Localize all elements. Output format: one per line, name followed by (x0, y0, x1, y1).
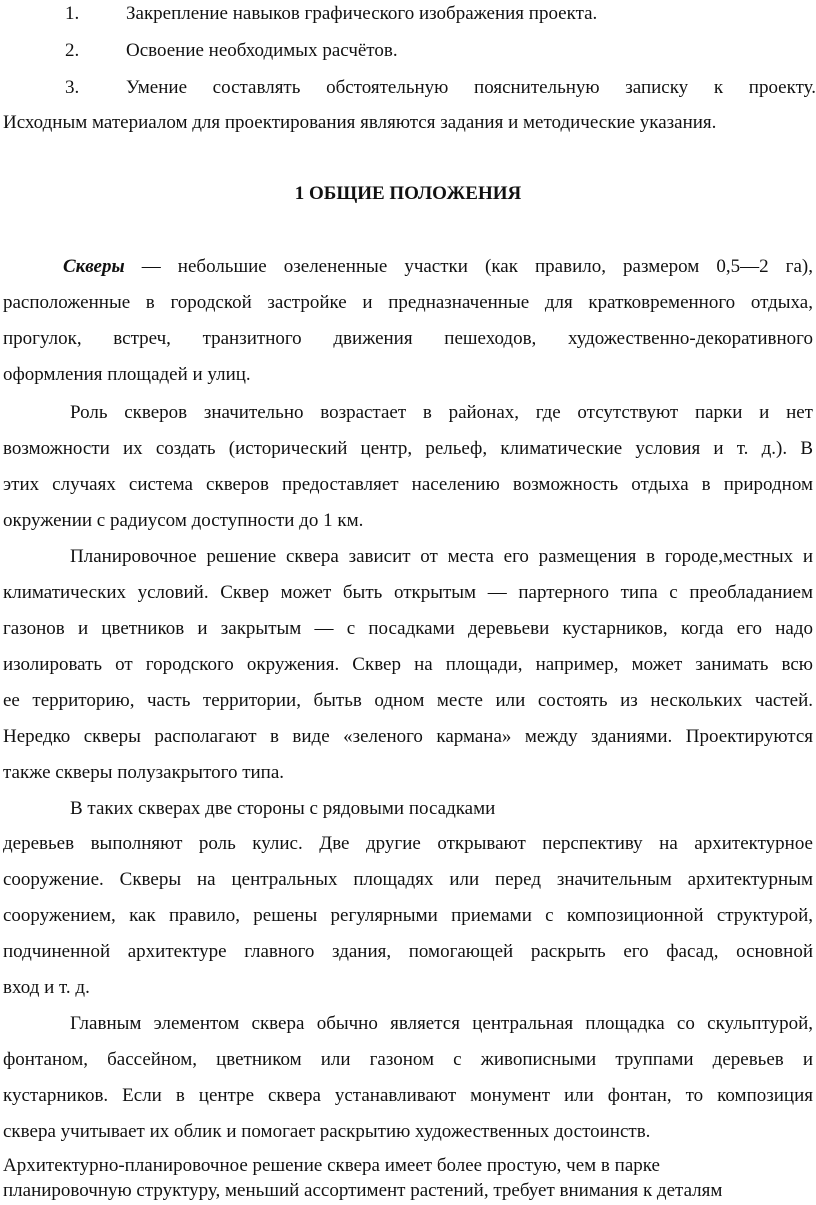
list-number: 2. (65, 40, 80, 61)
paragraph-line: планировочную структуру, меньший ассортимент растений, требует внимания к деталям (3, 1180, 723, 1201)
paragraph-line: сооружением, как правило, решены регулярными приемами с композиционной структурой, (3, 905, 813, 926)
paragraph-line: этих случаях система скверов предоставляет населению возможность отдыха в природном (3, 474, 813, 495)
list-text: Освоение необходимых расчётов. (126, 40, 398, 61)
paragraph-line (63, 255, 813, 279)
term-skvery: Скверы (63, 256, 125, 277)
intro-line: Исходным материалом для проектирования являются задания и методические указания. (3, 112, 717, 133)
paragraph-line: вход и т. д. (3, 977, 90, 998)
paragraph-line: окружении с радиусом доступности до 1 км. (3, 510, 364, 531)
paragraph-line: сооружение. Скверы на центральных площадях или перед значительным архитектурным (3, 869, 813, 890)
paragraph-line: Главным элементом сквера обычно является центральная площадка со скульптурой, (70, 1013, 813, 1034)
paragraph-line: изолировать от городского окружения. Сквер на площади, например, может занимать всю (3, 654, 813, 675)
list-text: Умение составлять обстоятельную пояснительную записку к проекту. (126, 77, 816, 98)
list-number: 1. (65, 3, 80, 24)
paragraph-line: кустарников. Если в центре сквера устанавливают монумент или фонтан, то композиция (3, 1085, 813, 1106)
paragraph-line: сквера учитывает их облик и помогает раскрытию художественных достоинств. (3, 1121, 651, 1142)
paragraph-line: фонтаном, бассейном, цветником или газоном с живописными труппами деревьев и (3, 1049, 813, 1070)
paragraph-line: подчиненной архитектуре главного здания, помогающей раскрыть его фасад, основной (3, 941, 813, 962)
section-heading: 1 ОБЩИЕ ПОЛОЖЕНИЯ (294, 183, 522, 204)
paragraph-line: оформления площадей и улиц. (3, 364, 251, 385)
list-text: Закрепление навыков графического изображения проекта. (126, 3, 598, 24)
paragraph-line: Планировочное решение сквера зависит от места его размещения в городе,местных и (70, 546, 813, 567)
paragraph-line: Нередко скверы располагают в виде «зеленого кармана» между зданиями. Проектируются (3, 726, 813, 747)
paragraph-line: также скверы полузакрытого типа. (3, 762, 285, 783)
paragraph-line: В таких скверах две стороны с рядовыми посадками (70, 798, 496, 819)
paragraph-line: деревьев выполняют роль кулис. Две другие открывают перспективу на архитектурное (3, 833, 813, 854)
paragraph-line: прогулок, встреч, транзитного движения пешеходов, художественно-декоративного (3, 328, 813, 349)
paragraph-line: газонов и цветников и закрытым — с посадками деревьеви кустарников, когда его надо (3, 618, 813, 639)
paragraph-text: — небольшие озелененные участки (как правило, размером 0,5—2 га), (124, 256, 813, 277)
paragraph-line: климатических условий. Сквер может быть открытым — партерного типа с преобладанием (3, 582, 813, 603)
paragraph-line: Роль скверов значительно возрастает в районах, где отсутствуют парки и нет (70, 402, 813, 423)
paragraph-line: возможности их создать (исторический центр, рельеф, климатические условия и т. д.). В (3, 438, 813, 459)
paragraph-line: ее территорию, часть территории, бытьв одном месте или состоять из нескольких частей. (3, 690, 813, 711)
paragraph-line: расположенные в городской застройке и предназначенные для кратковременного отдыха, (3, 292, 813, 313)
list-number: 3. (65, 77, 80, 98)
paragraph-line: Архитектурно-планировочное решение сквера имеет более простую, чем в парке (3, 1155, 660, 1176)
